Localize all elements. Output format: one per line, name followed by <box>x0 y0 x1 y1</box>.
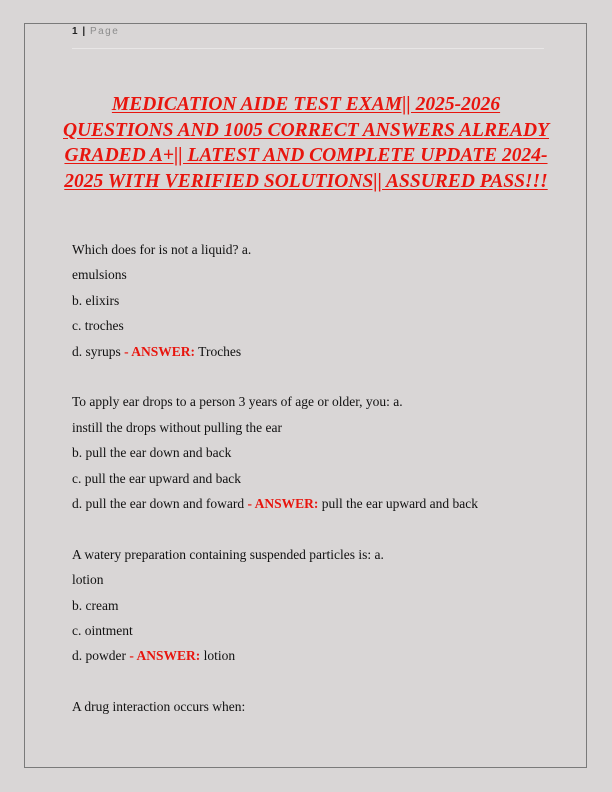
answer-text: Troches <box>198 343 242 359</box>
question-3 <box>72 542 552 669</box>
option-b: b. cream <box>72 597 119 613</box>
question-4 <box>72 694 552 719</box>
option-d: d. syrups <box>72 343 121 359</box>
option-d: d. powder <box>72 648 126 664</box>
option-b: b. pull the ear down and back <box>72 445 232 461</box>
answer-label: - ANSWER: <box>247 496 319 512</box>
option-d-with-answer <box>72 491 552 516</box>
option-c: c. pull the ear upward and back <box>72 470 242 486</box>
option-c: c. ointment <box>72 623 133 639</box>
question-stem: A watery preparation containing suspended particles is: a. <box>72 546 384 562</box>
page-separator: | <box>82 26 86 37</box>
page-label: Page <box>89 26 120 37</box>
page-header <box>72 26 544 49</box>
document-title: MEDICATION AIDE TEST EXAM|| 2025-2026 QUESTIONS AND 1005 CORRECT ANSWERS ALREADY GRADED A+|| LATEST AND COMPLETE UPDATE 2024-2025 WITH VERIFIED SOLUTIONS|| ASSURED PASS!!! <box>63 94 549 192</box>
answer-text: lotion <box>203 648 236 664</box>
question-stem: To apply ear drops to a person 3 years of age or older, you: a. <box>72 394 403 410</box>
question-1 <box>72 237 552 364</box>
question-stem: A drug interaction occurs when: <box>72 699 246 715</box>
answer-label: - ANSWER: <box>124 343 196 359</box>
option-c: c. troches <box>72 318 124 334</box>
question-stem: Which does for is not a liquid? a. <box>72 242 252 257</box>
question-2 <box>72 389 552 516</box>
option-a: instill the drops without pulling the ear <box>72 419 282 435</box>
option-d-with-answer <box>72 643 552 668</box>
option-b: b. elixirs <box>72 292 120 308</box>
page-number: 1 <box>72 26 78 37</box>
answer-label: - ANSWER: <box>129 648 201 664</box>
option-a: lotion <box>72 572 104 588</box>
question-list <box>72 237 552 745</box>
option-d-with-answer <box>72 339 552 364</box>
answer-text: pull the ear upward and back <box>321 496 479 512</box>
option-d: d. pull the ear down and foward <box>72 496 245 512</box>
option-a: emulsions <box>72 267 127 283</box>
